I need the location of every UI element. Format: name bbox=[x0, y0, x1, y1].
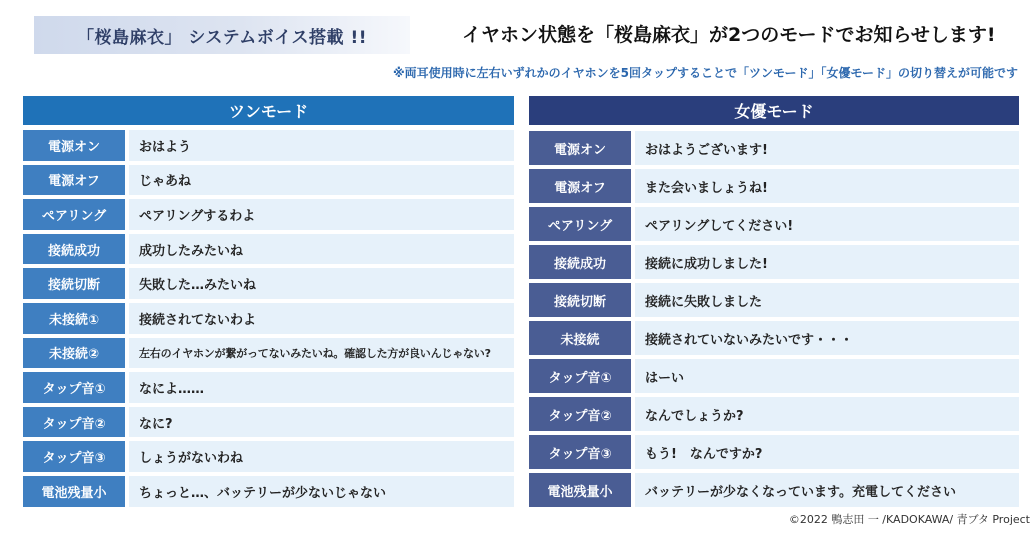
row-value: ペアリングするわよ bbox=[129, 199, 514, 230]
row-label: 電池残量小 bbox=[23, 476, 125, 507]
row-label: タップ音① bbox=[23, 372, 125, 403]
row-value: 接続に失敗しました bbox=[635, 283, 1019, 317]
row-value: バッテリーが少なくなっています。充電してください bbox=[635, 473, 1019, 507]
row-label: 接続成功 bbox=[529, 245, 631, 279]
row-value: 接続されていないみたいです・・・ bbox=[635, 321, 1019, 355]
actress-mode-panel bbox=[529, 96, 1019, 507]
actress-row-tap-1 bbox=[529, 359, 1019, 393]
row-value: また会いましょうね! bbox=[635, 169, 1019, 203]
row-value: おはようございます! bbox=[635, 131, 1019, 165]
row-label: 電源オン bbox=[23, 130, 125, 161]
copyright-notice: ©2022 鴨志田 一 /KADOKAWA/ 青ブタ Project bbox=[788, 513, 1030, 526]
actress-mode-title: 女優モード bbox=[529, 96, 1019, 125]
row-label: ペアリング bbox=[23, 199, 125, 230]
mode-switch-note: ※両耳使用時に左右いずれかのイヤホンを5回タップすることで「ツンモード」「女優モード」の切り替えが可能です bbox=[392, 66, 1018, 80]
tsun-row-power-on bbox=[23, 130, 514, 161]
row-label: タップ音① bbox=[529, 359, 631, 393]
row-value: なによ…… bbox=[129, 372, 514, 403]
row-value: ちょっと…、バッテリーが少ないじゃない bbox=[129, 476, 514, 507]
row-label: タップ音② bbox=[23, 407, 125, 438]
row-label: 電源オフ bbox=[23, 165, 125, 196]
row-label: 電源オフ bbox=[529, 169, 631, 203]
row-value: はーい bbox=[635, 359, 1019, 393]
row-value: 接続されてないわよ bbox=[129, 303, 514, 334]
tsun-mode-rows bbox=[23, 130, 514, 507]
row-label: 未接続 bbox=[529, 321, 631, 355]
actress-row-tap-2 bbox=[529, 397, 1019, 431]
tsun-row-low-battery bbox=[23, 476, 514, 507]
actress-row-power-off bbox=[529, 169, 1019, 203]
row-value: ペアリングしてください! bbox=[635, 207, 1019, 241]
row-label: タップ音③ bbox=[529, 435, 631, 469]
row-value: 成功したみたいね bbox=[129, 234, 514, 265]
row-label: 接続成功 bbox=[23, 234, 125, 265]
tsun-row-tap-2 bbox=[23, 407, 514, 438]
actress-row-not-connected bbox=[529, 321, 1019, 355]
actress-row-tap-3 bbox=[529, 435, 1019, 469]
row-value: 接続に成功しました! bbox=[635, 245, 1019, 279]
tsun-row-power-off bbox=[23, 165, 514, 196]
row-value: 左右のイヤホンが繋がってないみたいね。確認した方が良いんじゃない? bbox=[129, 338, 514, 369]
tsun-mode-panel bbox=[23, 96, 514, 507]
tsun-row-not-connected-2 bbox=[23, 338, 514, 369]
tsun-mode-title: ツンモード bbox=[23, 96, 514, 125]
row-label: タップ音③ bbox=[23, 441, 125, 472]
row-label: 接続切断 bbox=[529, 283, 631, 317]
tsun-row-tap-3 bbox=[23, 441, 514, 472]
actress-row-power-on bbox=[529, 131, 1019, 165]
row-value: おはよう bbox=[129, 130, 514, 161]
actress-row-low-battery bbox=[529, 473, 1019, 507]
row-label: 未接続① bbox=[23, 303, 125, 334]
row-value: なんでしょうか? bbox=[635, 397, 1019, 431]
tsun-row-tap-1 bbox=[23, 372, 514, 403]
row-value: 失敗した…みたいね bbox=[129, 268, 514, 299]
row-value: しょうがないわね bbox=[129, 441, 514, 472]
row-label: 接続切断 bbox=[23, 268, 125, 299]
row-value: もう! なんですか? bbox=[635, 435, 1019, 469]
row-label: 電池残量小 bbox=[529, 473, 631, 507]
row-label: ペアリング bbox=[529, 207, 631, 241]
tsun-row-connect-success bbox=[23, 234, 514, 265]
tsun-row-disconnect bbox=[23, 268, 514, 299]
actress-row-pairing bbox=[529, 207, 1019, 241]
row-label: タップ音② bbox=[529, 397, 631, 431]
row-value: なに? bbox=[129, 407, 514, 438]
row-label: 電源オン bbox=[529, 131, 631, 165]
actress-mode-rows bbox=[529, 131, 1019, 507]
actress-row-connect-success bbox=[529, 245, 1019, 279]
row-value: じゃあね bbox=[129, 165, 514, 196]
tsun-row-not-connected-1 bbox=[23, 303, 514, 334]
tsun-row-pairing bbox=[23, 199, 514, 230]
system-voice-badge: 「桜島麻衣」 システムボイス搭載 !! bbox=[34, 16, 410, 54]
row-label: 未接続② bbox=[23, 338, 125, 369]
headline: イヤホン状態を「桜島麻衣」が2つのモードでお知らせします! bbox=[462, 24, 996, 46]
actress-row-disconnect bbox=[529, 283, 1019, 317]
